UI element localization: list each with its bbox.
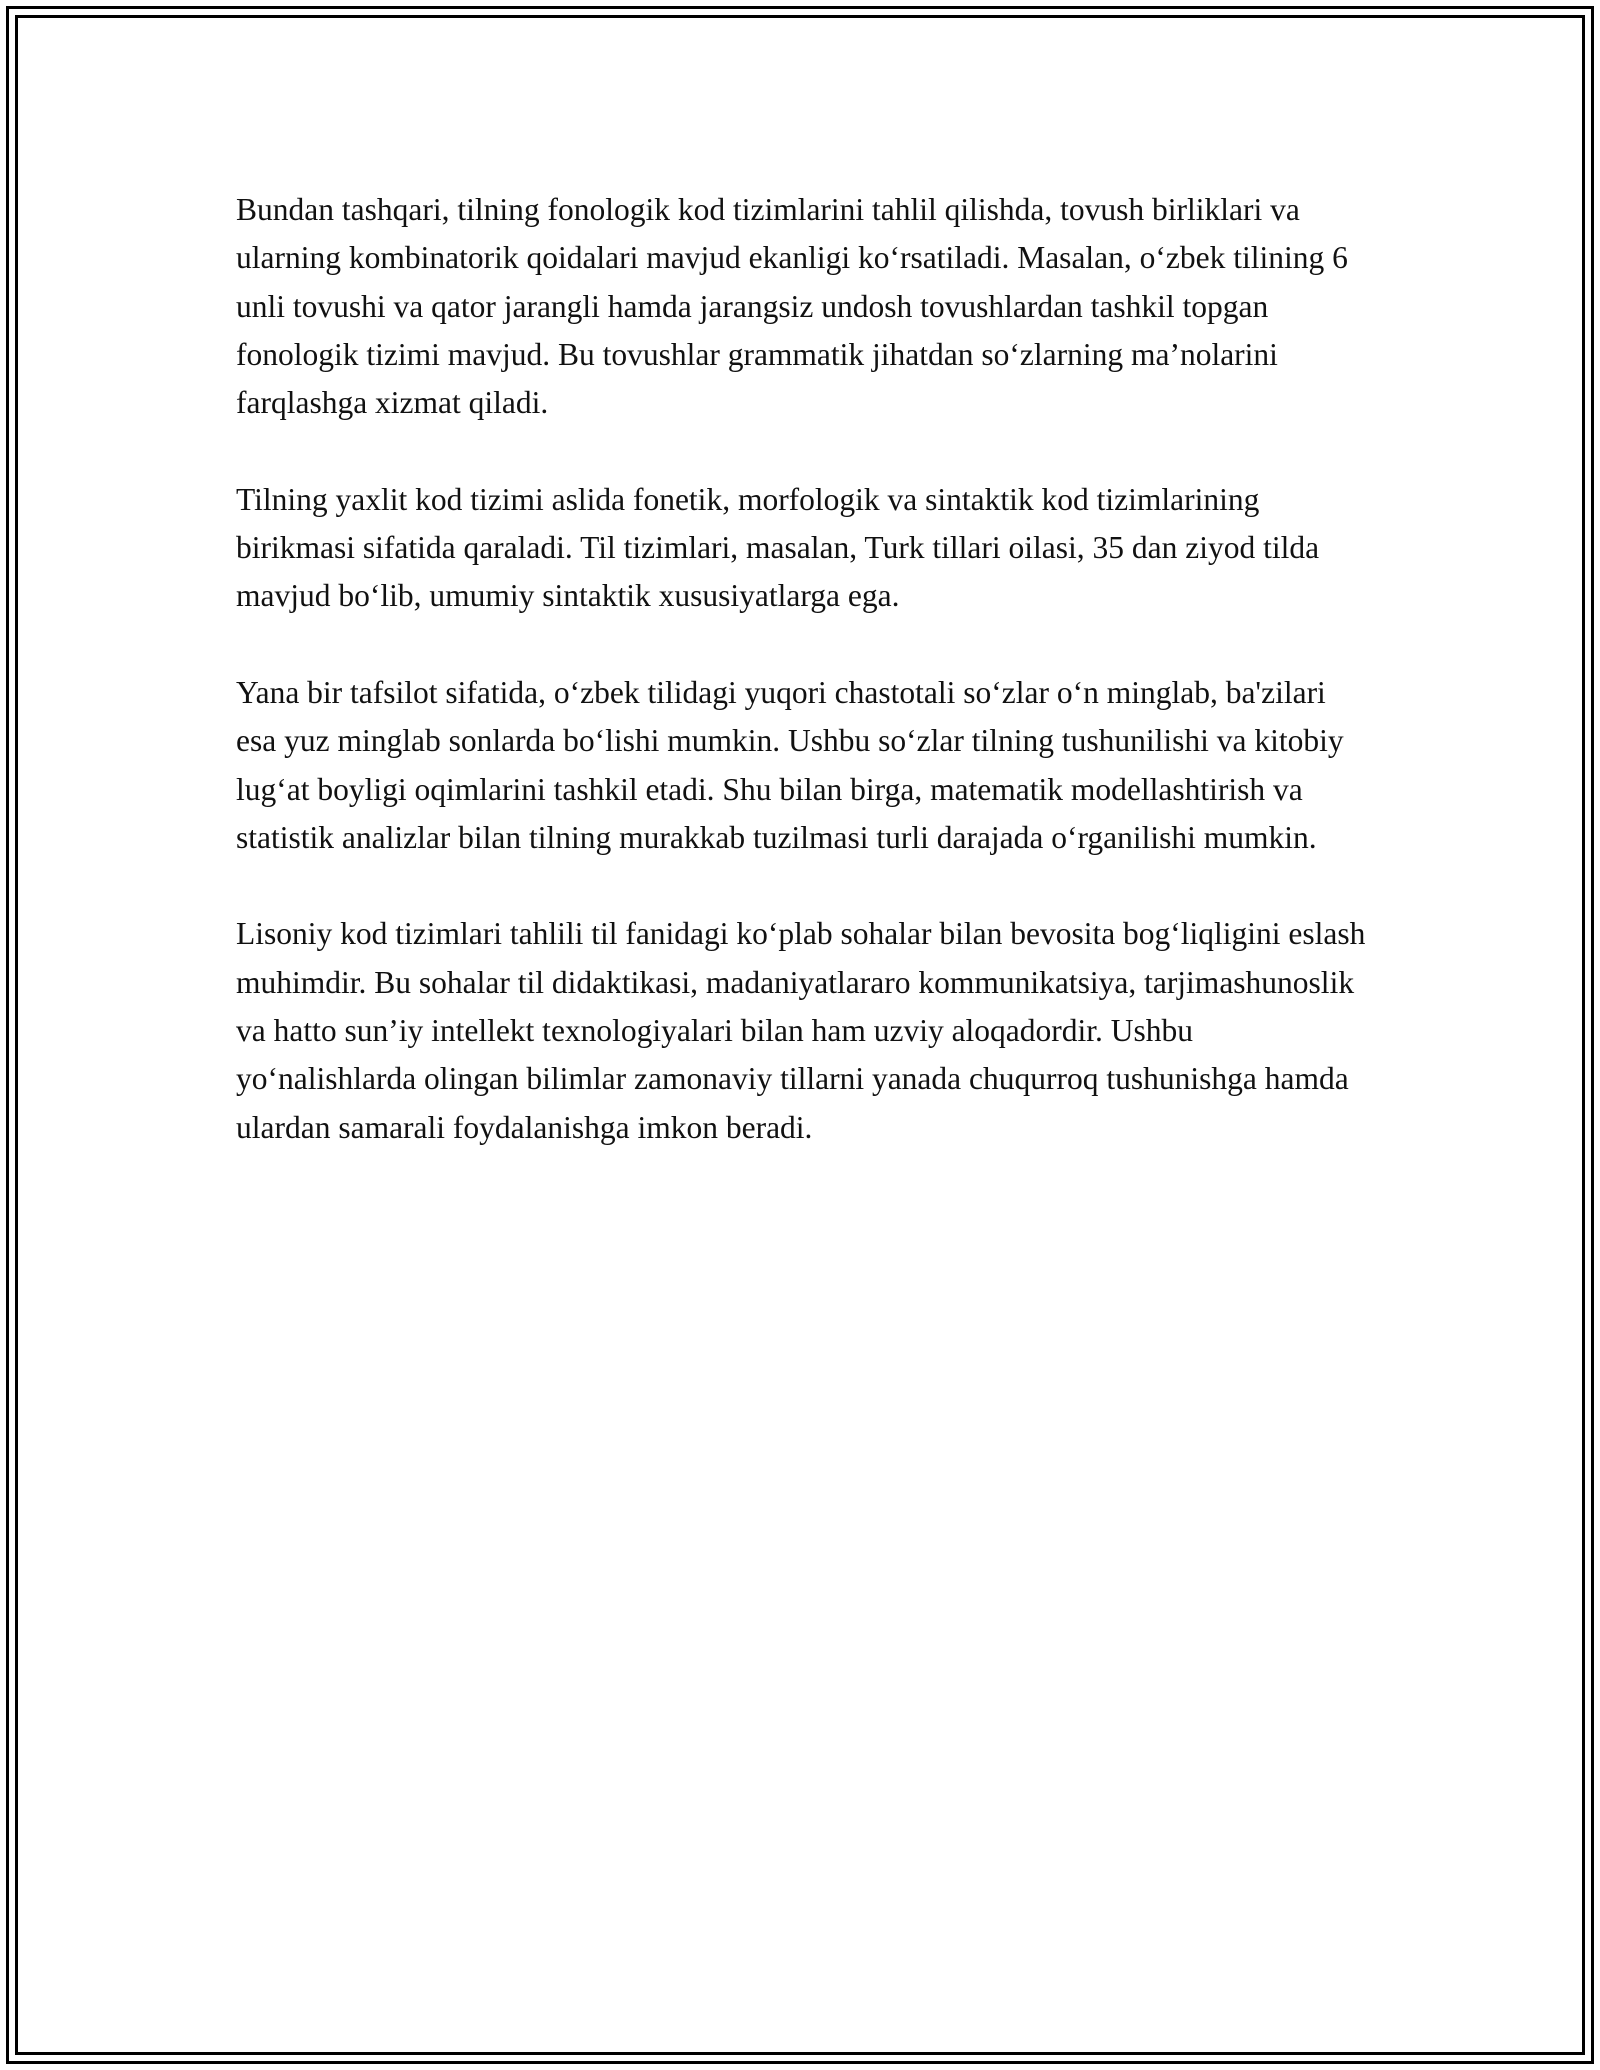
paragraph-4: Lisoniy kod tizimlari tahlili til fanidagi ko‘plab sohalar bilan bevosita bog‘liqligini eslash muhimdir. Bu sohalar til didaktikasi, madaniyatlararo kommunikatsiya, tarjimashunoslik va hatto sun’iy intellekt texnologiyalari bilan ham uzviy aloqadordir. Ushbu yo‘nalishlarda olingan bilimlar zamonaviy tillarni yanada chuqurroq tushunishga hamda ulardan samarali foydalanishga imkon beradi. — [236, 916, 1366, 1145]
paragraph-2: Tilning yaxlit kod tizimi aslida fonetik, morfologik va sintaktik kod tizimlarining birikmasi sifatida qaraladi. Til tizimlari, masalan, Turk tillari oilasi, 35 dan ziyod tilda mavjud bo‘lib, umumiy sintaktik xususiyatlarga ega. — [236, 481, 1320, 614]
paragraph-1: Bundan tashqari, tilning fonologik kod tizimlarini tahlil qilishda, tovush birliklari va ularning kombinatorik qoidalari mavjud ekanligi ko‘rsatiladi. Masalan, o‘zbek tilining 6 unli tovushi va qator jarangli hamda jarangsiz undosh tovushlardan tashkil topgan fonologik tizimi mavjud. Bu tovushlar grammatik jihatdan so‘zlarning ma’nolarini farqlashga xizmat qiladi. — [236, 192, 1348, 421]
paragraph-3: Yana bir tafsilot sifatida, o‘zbek tilidagi yuqori chastotali so‘zlar o‘n minglab, ba'zilari esa yuz minglab sonlarda bo‘lishi mumkin. Ushbu so‘zlar tilning tushunilishi va kitobiy lug‘at boyligi oqimlarini tashkil etadi. Shu bilan birga, matematik modellashtirish va statistik analizlar bilan tilning murakkab tuzilmasi turli darajada o‘rganilishi mumkin. — [236, 674, 1344, 855]
document-body — [236, 186, 1366, 1200]
